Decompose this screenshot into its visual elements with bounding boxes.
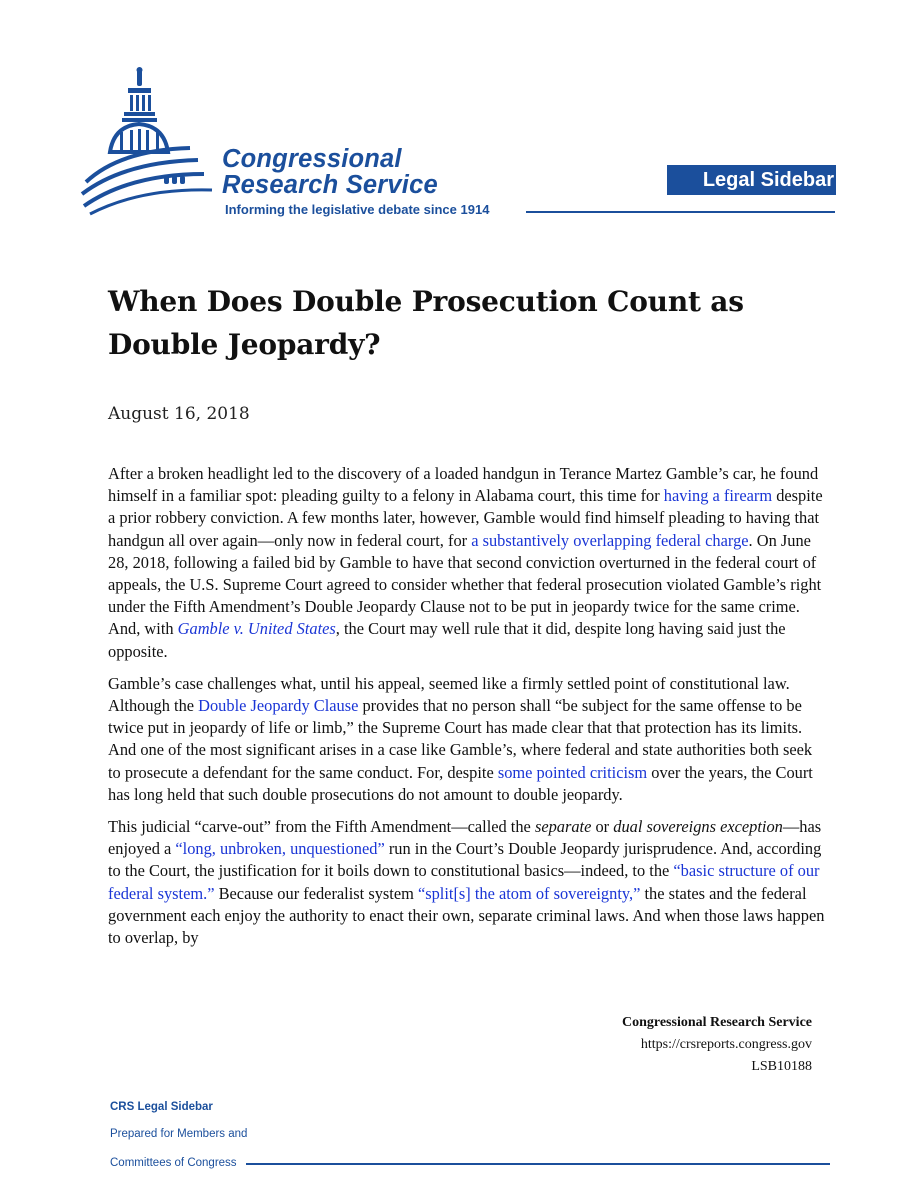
emphasis-separate: separate: [534, 817, 592, 837]
text-run: run in the Court’s Double Jeopardy jurisprudence. And, according to the Court, the justification for it boils down to constitutional basics—indeed, to the: [108, 839, 822, 881]
footer-citation: [622, 1012, 812, 1078]
text-run: Gamble’s case challenges what, until his appeal, seemed like a firmly settled point of constitutional law. Although the: [108, 673, 790, 716]
paragraph-1: [108, 463, 828, 663]
text-run: , the Court may well rule that it did, despite long having said just the opposite.: [108, 619, 786, 661]
text-run: . On June 28, 2018, following a failed bid by Gamble to have that second conviction overturned in the federal court of appeals, the U.S. Supreme Court agreed to consider whether that federal prosecution violated Gamble’s right under the Fifth Amendment’s Double Jeopardy Clause not to be put in jeopardy twice for the same crime. And, with: [108, 530, 822, 639]
link-having-a-firearm[interactable]: having a firearm: [663, 486, 773, 506]
text-run: or: [591, 817, 614, 837]
legal-sidebar-badge: [667, 165, 836, 195]
link-split-the-atom[interactable]: “split[s] the atom of sovereignty,”: [417, 883, 641, 903]
footer-org: Congressional Research Service: [621, 1015, 812, 1030]
footer-report-id: LSB10188: [751, 1059, 812, 1074]
link-long-unbroken-unquestioned[interactable]: “long, unbroken, unquestioned”: [175, 839, 385, 859]
paragraph-2: [108, 673, 828, 806]
header-rule: [526, 211, 835, 213]
text-run: despite a prior robbery conviction. A few months later, however, Gamble would find himself pleading to having that handgun all over again—only now in federal court, for: [108, 486, 823, 550]
footer-prepared-for: Prepared for Members and: [110, 1128, 248, 1140]
org-name-line2: Research Service: [222, 171, 438, 199]
footer-rule: [246, 1163, 830, 1165]
org-tagline: Informing the legislative debate since 1914: [225, 202, 490, 217]
emphasis-dual-sovereigns: dual sovereigns exception: [613, 817, 783, 837]
text-run: provides that no person shall “be subject for the same offense to be twice put in jeopardy of life or limb,” the Supreme Court has made clear that that protection has its limits. And one of the most significant arises in a case like Gamble’s, where federal and state authorities both seek to prosecute a defendant for the same conduct. For, despite: [108, 696, 813, 782]
link-basic-structure[interactable]: “basic structure of our federal system.”: [108, 861, 820, 903]
capitol-dome-logo-icon: [80, 64, 220, 222]
text-run: the states and the federal government each enjoy the authority to enact their own, separate criminal laws. And when those laws happen to overlap, by: [108, 883, 825, 948]
text-run: This judicial “carve-out” from the Fifth Amendment—called the: [108, 817, 535, 837]
link-overlapping-federal-charge[interactable]: a substantively overlapping federal charge: [471, 530, 749, 550]
footer-url[interactable]: https://crsreports.congress.gov: [640, 1037, 812, 1052]
footer-series: CRS Legal Sidebar: [110, 1101, 213, 1113]
org-name-line1: Congressional: [222, 145, 402, 173]
link-gamble-v-united-states[interactable]: Gamble v. United States: [177, 619, 336, 639]
link-double-jeopardy-clause[interactable]: Double Jeopardy Clause: [198, 696, 359, 716]
link-pointed-criticism[interactable]: some pointed criticism: [497, 762, 648, 782]
paragraph-3: [108, 816, 828, 949]
text-run: After a broken headlight led to the discovery of a loaded handgun in Terance Martez Gamble’s car, he found himself in a familiar spot: pleading guilty to a felony in Alabama court, this time for: [108, 464, 819, 506]
document-body: [108, 463, 828, 959]
document-date: August 16, 2018: [108, 404, 250, 424]
footer-committees: Committees of Congress: [110, 1157, 237, 1169]
text-run: over the years, the Court has long held that such double prosecutions do not amount to double jeopardy.: [108, 762, 813, 804]
legal-sidebar-badge-label: Legal Sidebar: [702, 169, 834, 191]
text-run: Because our federalist system: [214, 883, 418, 903]
document-title: When Does Double Prosecution Count as Double Jeopardy?: [108, 285, 744, 361]
text-run: —has enjoyed a: [108, 817, 822, 859]
